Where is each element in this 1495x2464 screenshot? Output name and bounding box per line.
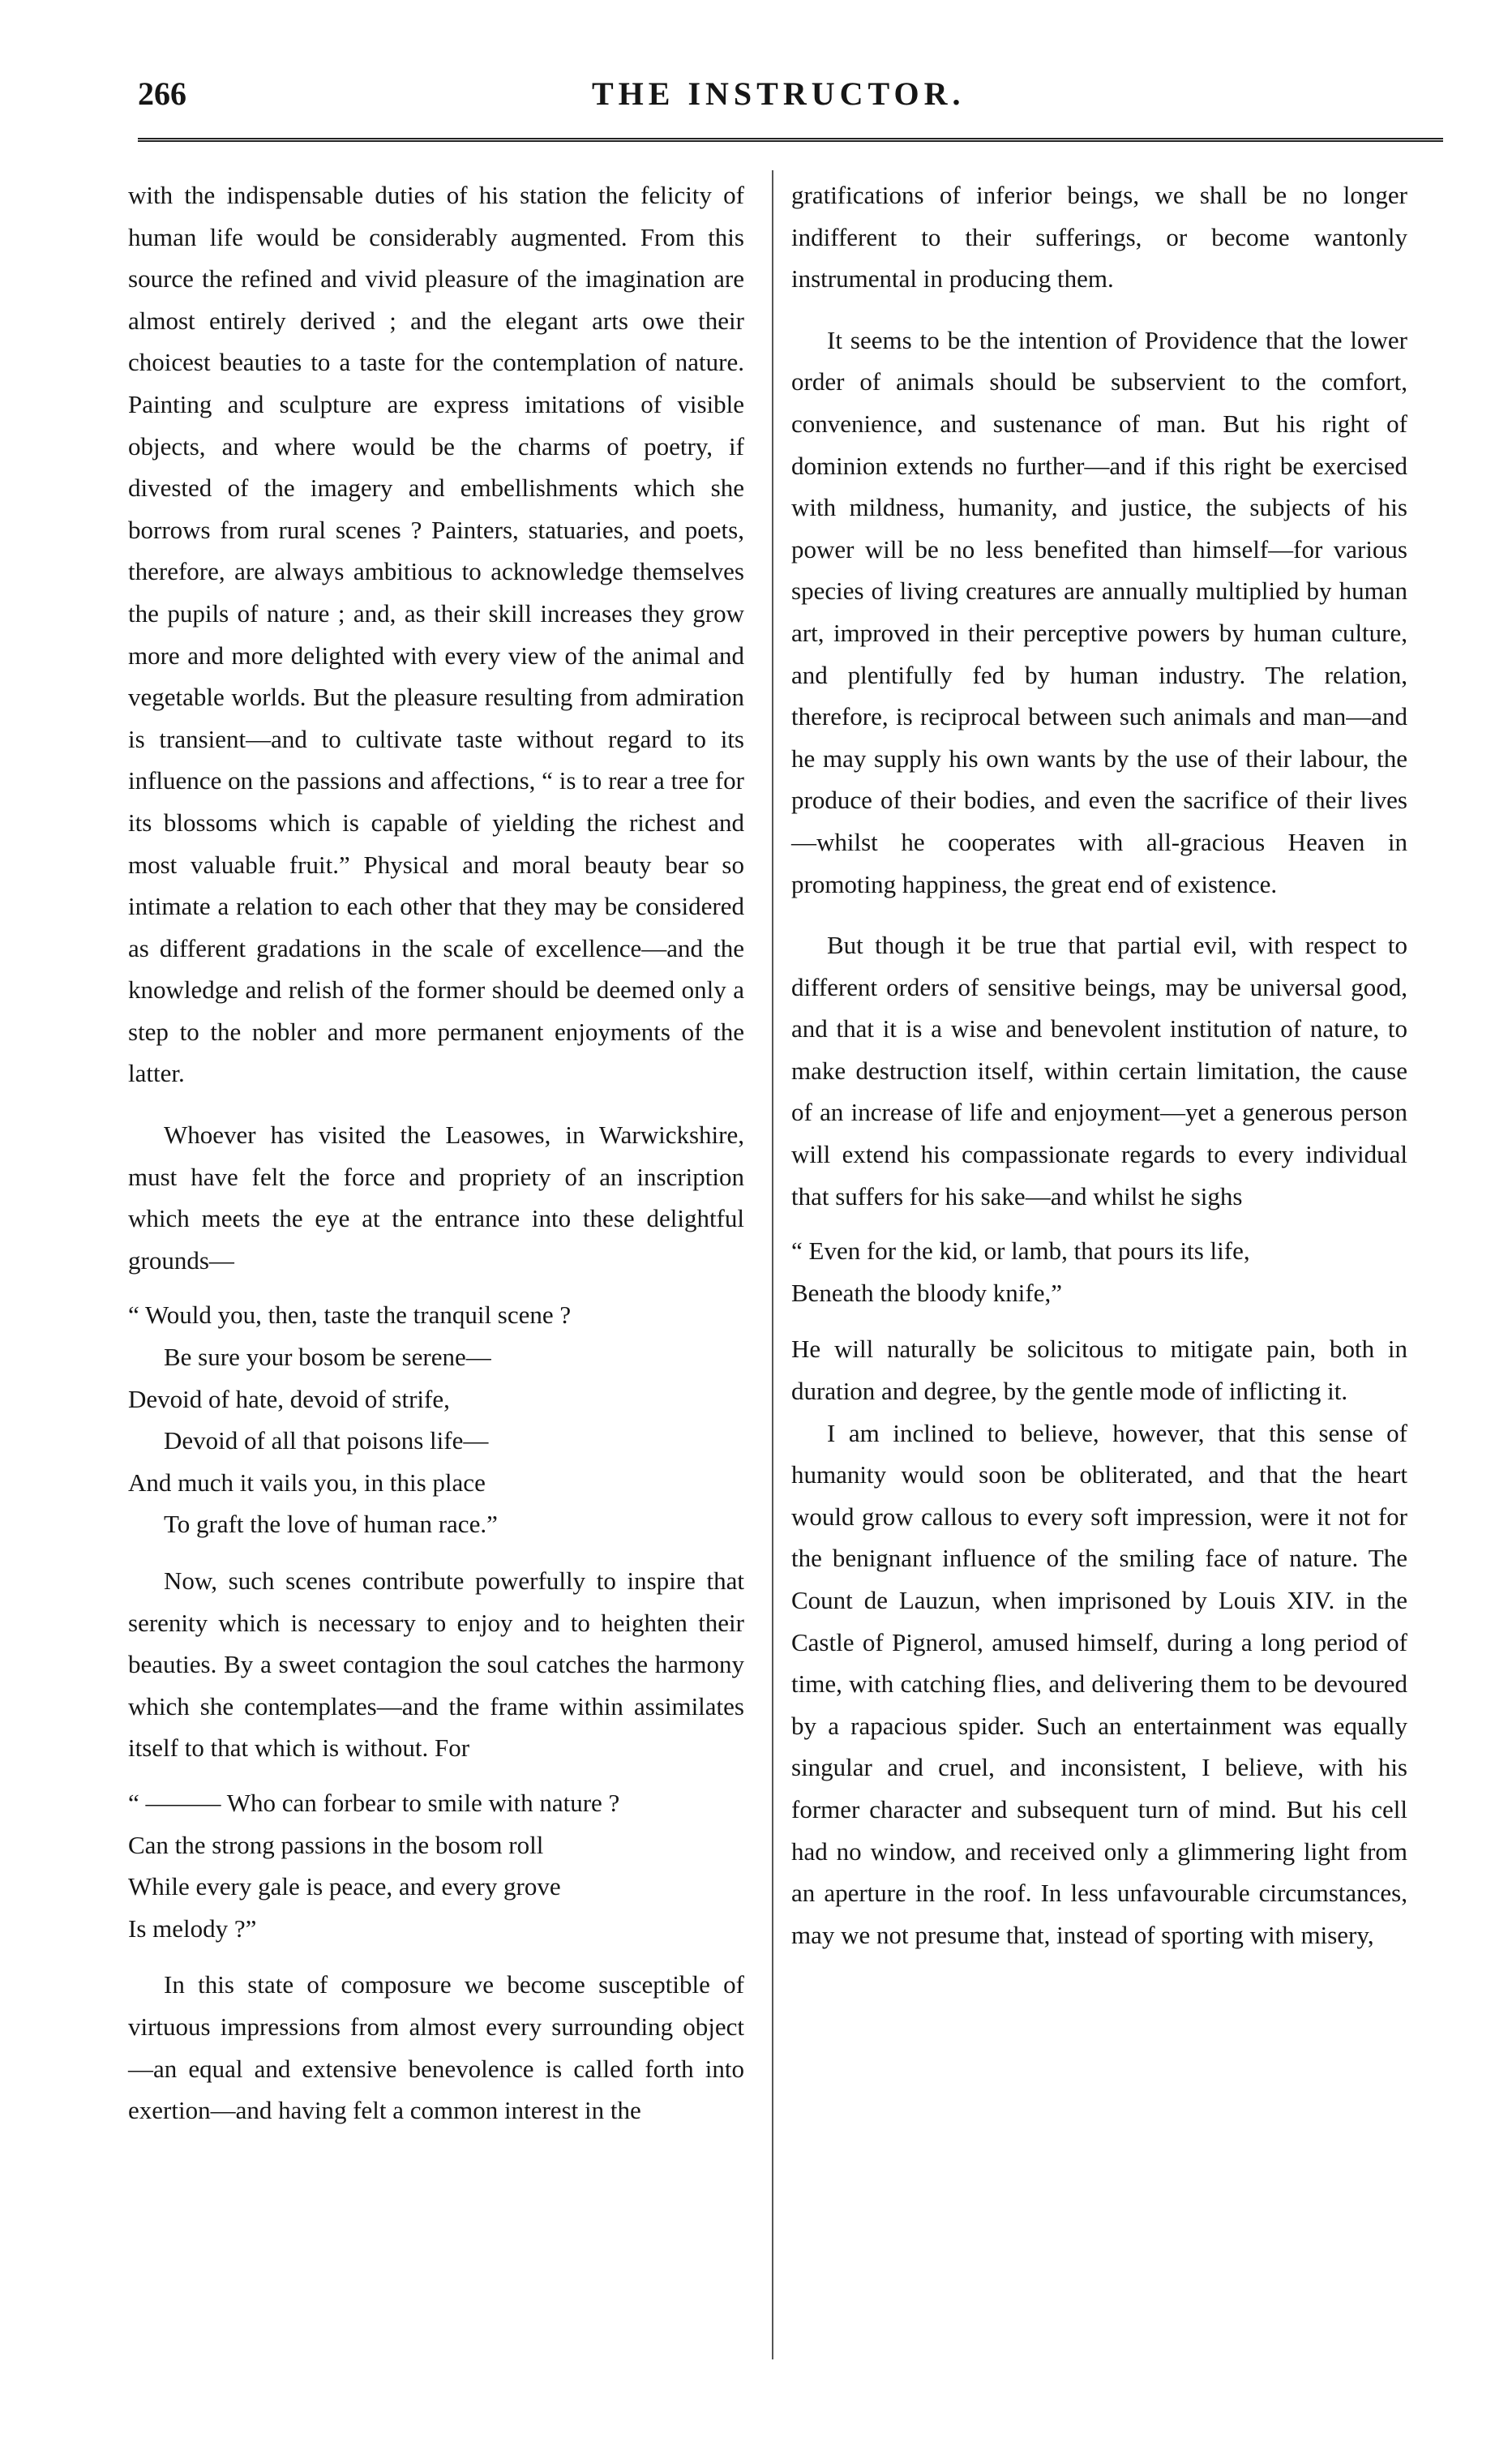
right-paragraph-2: It seems to be the intention of Providence that the lower order of animals should be subservient to the comfort, convenience, and sustenance of man. But his right of dominion extends no further—and if this right be exercised with mildness, humanity, and justice, the subjects of his power will be no less benefited than himself—for various species of living creatures are annually multiplied by human art, improved in their perceptive powers by human culture, and plentifully fed by human industry. The relation, therefore, is reciprocal between such animals and man—and he may supply his own wants by the use of their labour, the produce of their bodies, and even the sacrifice of their lives—whilst he cooperates with all-gracious Heaven in promoting happiness, the great end of existence.	[791, 325, 1407, 898]
right-paragraph-3: But though it be true that partial evil, with respect to different orders of sensitive beings, may be universal good, and that it is a wise and benevolent institution of nature, to make destruction itself, within certain limitation, the cause of an increase of life and enjoyment—yet a generous person will extend his compassionate regards to every individual that suffers for his sake—and whilst he sighs	[791, 931, 1407, 1211]
left-paragraph-3: Now, such scenes contribute powerfully to inspire that serenity which is necessary to enjoy and to heighten their beauties. By a sweet contagion the soul catches the harmony which she contemplates—and the frame within assimilates itself to that which is without. For	[128, 1566, 744, 1763]
verse-line: While every gale is peace, and every grove	[128, 1872, 561, 1901]
right-paragraph-4: He will naturally be solicitous to mitigate pain, both in duration and degree, by the gentle mode of inflicting it.	[791, 1335, 1407, 1406]
verse-line: Can the strong passions in the bosom roll	[128, 1830, 544, 1859]
verse-leasowes	[128, 1294, 744, 1545]
right-paragraph-5: I am inclined to believe, however, that this sense of humanity would soon be obliterated, and that the heart would grow callous to every soft impression, were it not for the benignant influence of the smiling face of nature. The Count de Lauzun, when imprisoned by Louis XIV. in the Castle of Pignerol, amused himself, during a long period of time, with catching flies, and delivering them to be devoured by a rapacious spider. Such an entertainment was equally singular and cruel, and inconsistent, I believe, with his former character and subsequent turn of mind. But his cell had no window, and received only a glimmering light from an aperture in the roof. In less unfavourable circumstances, may we not presume that, instead of sporting with misery,	[791, 1418, 1407, 1949]
right-paragraph-1: gratifications of inferior beings, we shall be no longer indifferent to their sufferings, or become wantonly instrumental in producing them.	[791, 181, 1407, 294]
left-column	[128, 174, 744, 2132]
verse-line: Beneath the bloody knife,”	[791, 1278, 1063, 1307]
left-paragraph-1: with the indispensable duties of his station the felicity of human life would be considerably augmented. From this source the refined and vivid pleasure of the imagination are almost entirely derived ; and the elegant arts owe their choicest beauties to a taste for the contemplation of nature. Painting and sculpture are express imitations of visible objects, and where would be the charms of poetry, if divested of the imagery and embellishments which she borrows from rural scenes ? Painters, statuaries, and poets, therefore, are always ambitious to acknowledge themselves the pupils of nature ; and, as their skill increases they grow more and more delighted with every view of the animal and vegetable worlds. But the pleasure resulting from admiration is transient—and to cultivate taste without regard to its influence on the passions and affections, “ is to rear a tree for its blossoms which is capable of yielding the richest and most valuable fruit.” Physical and moral beauty bear so intimate a relation to each other that they may be considered as different gradations in the scale of excellence—and the knowledge and relish of the former should be deemed only a step to the nobler and more permanent enjoyments of the latter.	[128, 181, 744, 1088]
left-paragraph-4: In this state of composure we become susceptible of virtuous impressions from almost every surrounding object—an equal and extensive benevolence is called forth into exertion—and having felt a common interest in the	[128, 1970, 744, 2125]
verse-line: “ Even for the kid, or lamb, that pours its life,	[791, 1236, 1250, 1266]
verse-line: Is melody ?”	[128, 1913, 257, 1943]
verse-nature	[128, 1782, 744, 1949]
verse-kid-lamb	[791, 1230, 1407, 1313]
page-header	[138, 75, 1451, 131]
verse-line: Devoid of hate, devoid of strife,	[128, 1384, 450, 1413]
verse-line: Devoid of all that poisons life—	[164, 1426, 489, 1455]
verse-line: “ ——— Who can forbear to smile with nature ?	[128, 1788, 620, 1817]
left-paragraph-2: Whoever has visited the Leasowes, in Warwickshire, must have felt the force and propriety of an inscription which meets the eye at the entrance into these delightful grounds—	[128, 1121, 744, 1275]
header-rule	[138, 138, 1443, 142]
verse-line: To graft the love of human race.”	[164, 1510, 498, 1539]
column-divider	[772, 170, 773, 2359]
page-number: 266	[138, 75, 186, 112]
verse-line: Be sure your bosom be serene—	[164, 1343, 491, 1372]
right-column	[791, 174, 1407, 1956]
running-title: THE INSTRUCTOR.	[592, 75, 966, 112]
verse-line: And much it vails you, in this place	[128, 1468, 486, 1497]
verse-line: “ Would you, then, taste the tranquil scene ?	[128, 1301, 572, 1330]
